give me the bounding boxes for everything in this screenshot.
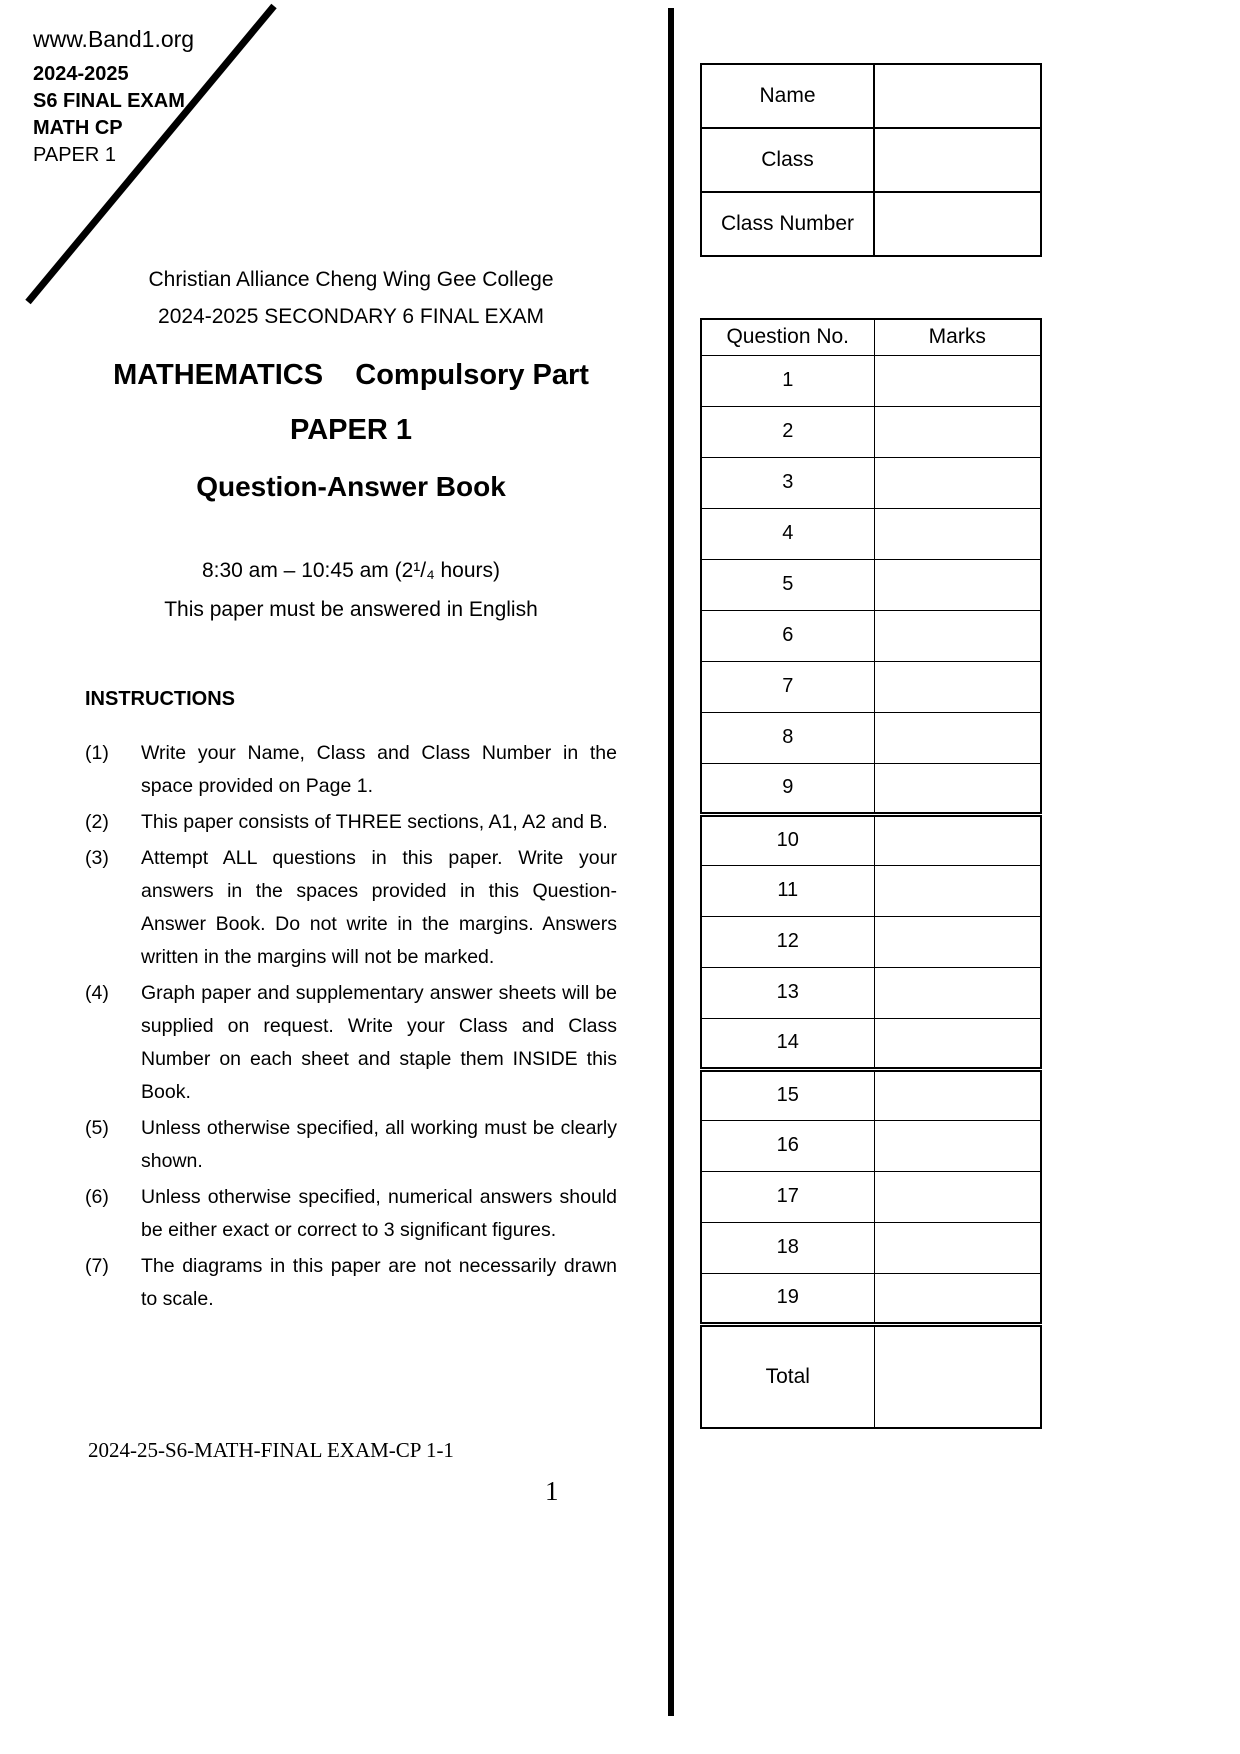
question-number-cell: 12 [701, 916, 874, 967]
marks-cell [874, 1069, 1041, 1120]
info-label: Name [701, 64, 874, 128]
marks-row [701, 1120, 1041, 1171]
info-table-body [701, 64, 1041, 256]
instructions-list [85, 737, 617, 1316]
question-number-cell: 9 [701, 763, 874, 814]
question-number-cell: 8 [701, 712, 874, 763]
instruction-text: Write your Name, Class and Class Number in the space provided on Page 1. [141, 742, 617, 797]
total-marks-cell [874, 1324, 1041, 1428]
marks-row [701, 1222, 1041, 1273]
exam-title: 2024-2025 SECONDARY 6 FINAL EXAM [158, 305, 544, 328]
info-row [701, 192, 1041, 256]
marks-row [701, 1171, 1041, 1222]
marks-cell [874, 1120, 1041, 1171]
marks-cell [874, 967, 1041, 1018]
instruction-number: (4) [85, 982, 109, 1004]
info-row [701, 64, 1041, 128]
total-label-cell: Total [701, 1324, 874, 1428]
question-number-cell: 11 [701, 865, 874, 916]
question-number-cell: 6 [701, 610, 874, 661]
instruction-number: (5) [85, 1117, 109, 1139]
exam-time: 8:30 am – 10:45 am (2¹/₄ hours) [201, 559, 501, 582]
instruction-text: The diagrams in this paper are not necessarily drawn to scale. [141, 1255, 617, 1310]
marks-cell [874, 406, 1041, 457]
marks-cell [874, 610, 1041, 661]
info-label: Class Number [701, 192, 874, 256]
question-number-cell: 2 [701, 406, 874, 457]
marks-row [701, 1018, 1041, 1069]
marks-cell [874, 1171, 1041, 1222]
marks-row [701, 1069, 1041, 1120]
question-number-cell: 1 [701, 355, 874, 406]
total-row [701, 1324, 1041, 1428]
question-number-cell: 18 [701, 1222, 874, 1273]
marks-cell [874, 508, 1041, 559]
instructions-title: INSTRUCTIONS [85, 688, 235, 710]
question-number-cell: 14 [701, 1018, 874, 1069]
marks-cell [874, 712, 1041, 763]
info-label: Class [701, 128, 874, 192]
marks-row [701, 865, 1041, 916]
question-number-cell: 17 [701, 1171, 874, 1222]
instruction-item [85, 1250, 617, 1316]
marks-cell [874, 916, 1041, 967]
info-value-cell [874, 64, 1041, 128]
marks-cell [874, 355, 1041, 406]
instruction-item [85, 1112, 617, 1178]
marks-cell [874, 457, 1041, 508]
corner-exam: S6 FINAL EXAM [33, 90, 185, 112]
page-number: 1 [545, 1476, 559, 1506]
marks-cell [874, 559, 1041, 610]
instruction-text: Graph paper and supplementary answer sheets will be supplied on request. Write your Class and Class Number on each sheet and staple them INSIDE this Book. [141, 982, 617, 1103]
question-number-cell: 4 [701, 508, 874, 559]
marks-table-total [701, 1324, 1041, 1428]
question-number-cell: 13 [701, 967, 874, 1018]
marks-header-question: Question No. [701, 319, 874, 355]
instruction-number: (1) [85, 742, 109, 764]
marks-row [701, 355, 1041, 406]
instruction-item [85, 1181, 617, 1247]
marks-row [701, 559, 1041, 610]
marks-cell [874, 814, 1041, 865]
marks-row [701, 712, 1041, 763]
website-text: www.Band1.org [33, 26, 195, 52]
marks-row [701, 457, 1041, 508]
info-value-cell [874, 192, 1041, 256]
marks-cell [874, 661, 1041, 712]
marks-row [701, 814, 1041, 865]
question-number-cell: 5 [701, 559, 874, 610]
corner-subject: MATH CP [33, 117, 123, 139]
footer-document-code: 2024-25-S6-MATH-FINAL EXAM-CP 1-1 [88, 1438, 454, 1462]
marks-row [701, 967, 1041, 1018]
instruction-number: (2) [85, 811, 109, 833]
marks-header-row [701, 319, 1041, 355]
marks-cell [874, 763, 1041, 814]
question-number-cell: 19 [701, 1273, 874, 1324]
paper-title: PAPER 1 [290, 414, 412, 446]
corner-block [33, 26, 194, 169]
question-number-cell: 15 [701, 1069, 874, 1120]
marks-row [701, 610, 1041, 661]
language-note: This paper must be answered in English [164, 598, 538, 621]
marks-row [701, 916, 1041, 967]
instruction-number: (6) [85, 1186, 109, 1208]
instruction-item [85, 977, 617, 1109]
book-title: Question-Answer Book [196, 471, 506, 502]
vertical-divider [668, 8, 674, 1716]
instruction-item [85, 737, 617, 803]
question-number-cell: 16 [701, 1120, 874, 1171]
marks-row [701, 661, 1041, 712]
question-number-cell: 3 [701, 457, 874, 508]
marks-cell [874, 865, 1041, 916]
instruction-number: (3) [85, 847, 109, 869]
instruction-text: This paper consists of THREE sections, A1, A2 and B. [141, 811, 608, 833]
question-number-cell: 7 [701, 661, 874, 712]
marks-row [701, 763, 1041, 814]
marks-table-body [701, 319, 1041, 1324]
marks-row [701, 406, 1041, 457]
question-number-cell: 10 [701, 814, 874, 865]
instruction-text: Unless otherwise specified, numerical answers should be either exact or correct to 3 significant figures. [141, 1186, 617, 1241]
marks-cell [874, 1018, 1041, 1069]
marks-table [700, 318, 1042, 1429]
marks-cell [874, 1273, 1041, 1324]
instruction-number: (7) [85, 1255, 109, 1277]
info-value-cell [874, 128, 1041, 192]
marks-row [701, 508, 1041, 559]
marks-cell [874, 1222, 1041, 1273]
subject-title: MATHEMATICS Compulsory Part [113, 359, 589, 391]
instruction-item [85, 842, 617, 974]
info-row [701, 128, 1041, 192]
corner-year: 2024-2025 [33, 63, 129, 85]
main-column [85, 268, 617, 1319]
marks-header-marks: Marks [874, 319, 1041, 355]
marks-row [701, 1273, 1041, 1324]
corner-paper: PAPER 1 [33, 144, 116, 166]
instruction-text: Attempt ALL questions in this paper. Write your answers in the spaces provided in this Question-Answer Book. Do not write in the margins. Answers written in the margins will not be marked. [141, 847, 617, 968]
school-name: Christian Alliance Cheng Wing Gee College [148, 268, 554, 291]
instruction-text: Unless otherwise specified, all working must be clearly shown. [141, 1117, 617, 1172]
student-info-table [700, 63, 1042, 257]
instruction-item [85, 806, 617, 839]
